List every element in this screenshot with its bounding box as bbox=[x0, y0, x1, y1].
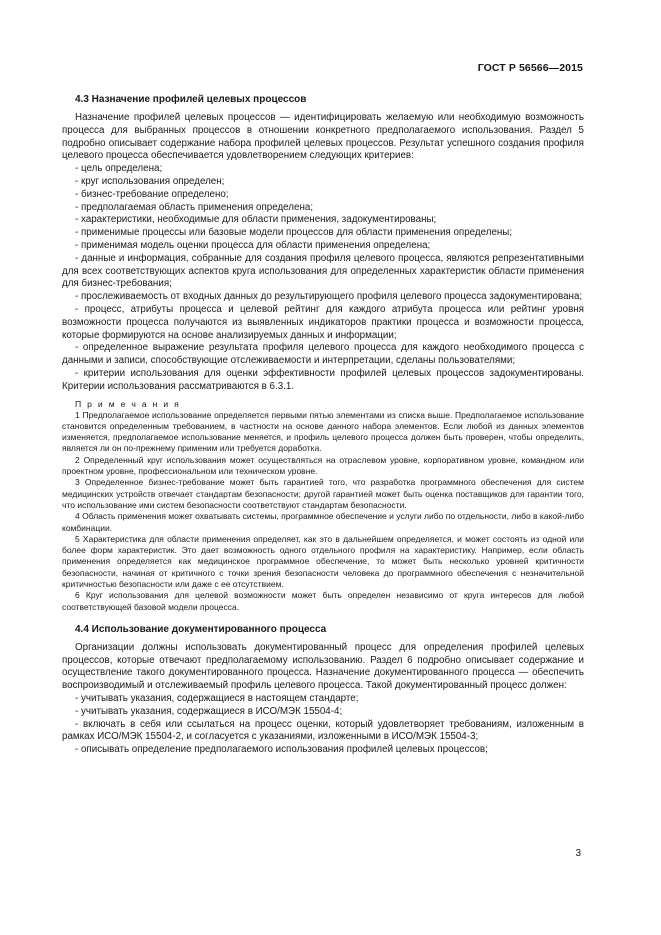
note-item: 4 Область применения может охватывать системы, программное обеспечение и услуги либо по отдельности, либо в какой-либо комбинации. bbox=[62, 511, 584, 533]
requirement-item: - включать в себя или ссылаться на процесс оценки, который удовлетворяет требованиям, изложенным в рамках ИСО/МЭК 15504-2, и согласуется с указаниями, изложенными в ИСО/МЭК 15504-3; bbox=[62, 718, 584, 743]
notes-title: П р и м е ч а н и я bbox=[75, 398, 181, 409]
criteria-item: - данные и информация, собранные для создания профиля целевого процесса, являются репрезентативными для всех соответствующих аспектов круга использования для определенных характеристик области применения для бизнес-требования; bbox=[62, 252, 584, 290]
criteria-item: - критерии использования для оценки эффективности профилей целевых процессов задокументированы. Критерии использования рассматриваются в 6.3.1. bbox=[62, 367, 584, 392]
criteria-list bbox=[62, 163, 584, 393]
criteria-item: - предполагаемая область применения определена; bbox=[75, 201, 314, 213]
criteria-item: - применимые процессы или базовые модели процессов для области применения определены; bbox=[75, 227, 513, 239]
note-item: 6 Круг использования для целевой возможности может быть определен независимо от круга интересов для любой соответствующей базовой модели процесса. bbox=[62, 590, 584, 612]
note-item: 5 Характеристика для области применения определяет, как это в дальнейшем определяется, и может состоять из одной или более форм характеристик. Это дает возможность одного отдельного профиля на характеристику. Например, если область применения определяется как медицинское программное обеспечение, то может быть несколько уровней критичности безопасности, начиная от критичного с точки зрения безопасности человека до программного обеспечения с незначительной критичностью безопасности или даже с ее отсутствием. bbox=[62, 533, 584, 589]
criteria-item: - процесс, атрибуты процесса и целевой рейтинг для каждого атрибута процесса или рейтинг уровня возможности процесса получаются из выявленных индикаторов практики процесса и возможности процесса, которые формируются на основе анализируемых данных и информации; bbox=[62, 303, 584, 341]
requirement-item: - учитывать указания, содержащиеся в настоящем стандарте; bbox=[75, 693, 359, 705]
note-item: 1 Предполагаемое использование определяется первыми пятью элементами из списка выше. Предполагаемое использование становится определенным требованием, в частности на основе данного набора элементов. Если любой из данных элементов изменяется, предполагаемое использование меняется, и профиль целевого процесса должен быть проверен, чтобы определить, является ли он по-прежнему применим или требуется доработка. bbox=[62, 409, 584, 454]
criteria-item: - круг использования определен; bbox=[75, 175, 225, 187]
section-4-4-heading: 4.4 Использование документированного процесса bbox=[75, 623, 327, 635]
page-number: 3 bbox=[575, 848, 581, 859]
page-content bbox=[62, 94, 584, 757]
criteria-item: - бизнес-требование определено; bbox=[75, 188, 229, 200]
criteria-item: - прослеживаемость от входных данных до результирующего профиля целевого процесса задокументирована; bbox=[75, 291, 583, 303]
notes-block bbox=[62, 399, 584, 613]
section-4-4-intro: Организации должны использовать документированный процесс для определения профилей целевых процессов, которые отвечают предполагаемому использованию. Раздел 6 подробно описывает содержание и осуществление такого документированного процесса. Назначение документированного процесса — обеспечить воспроизводимый и отслеживаемый профиль целевого процесса. Такой документированный процесс должен: bbox=[62, 641, 584, 692]
criteria-item: - характеристики, необходимые для области применения, задокументированы; bbox=[75, 214, 437, 226]
section-gap bbox=[62, 613, 584, 624]
requirement-item: - описывать определение предполагаемого использования профилей целевых процессов; bbox=[75, 744, 488, 756]
note-item: 2 Определенный круг использования может осуществляться на отраслевом уровне, корпоративном уровне, командном или проектном уровне, профессиональном или техническом уровне. bbox=[62, 454, 584, 477]
section-4-3-intro: Назначение профилей целевых процессов — идентифицировать желаемую или необходимую возможность процесса для выбранных процессов в отношении конкретного предполагаемого использования. Раздел 5 подробно описывает содержание набора профилей целевых процессов. Результат успешного создания профиля целевого процесса обеспечивается удовлетворением следующих критериев: bbox=[62, 112, 584, 162]
criteria-item: - применимая модель оценки процесса для области применения определена; bbox=[75, 239, 431, 251]
note-item: 3 Определенное бизнес-требование может быть гарантией того, что разработка программного обеспечения для систем медицинских устройств отвечает стандартам безопасности; другой гарантией может быть оценка поставщиков для гарантии того, что использование ими систем безопасности соответствуют стандартам безопасности. bbox=[62, 477, 584, 510]
requirement-item: - учитывать указания, содержащиеся в ИСО/МЭК 15504-4; bbox=[75, 705, 343, 717]
process-requirements-list bbox=[62, 693, 584, 757]
document-id: ГОСТ Р 56566—2015 bbox=[477, 62, 583, 74]
criteria-item: - цель определена; bbox=[75, 163, 163, 175]
section-4-3-heading: 4.3 Назначение профилей целевых процессов bbox=[75, 94, 307, 105]
criteria-item: - определенное выражение результата профиля целевого процесса для каждого необходимого процесса с данными и записи, способствующие отслеживаемости и интерпретации, сделаны пользователями; bbox=[62, 342, 584, 367]
